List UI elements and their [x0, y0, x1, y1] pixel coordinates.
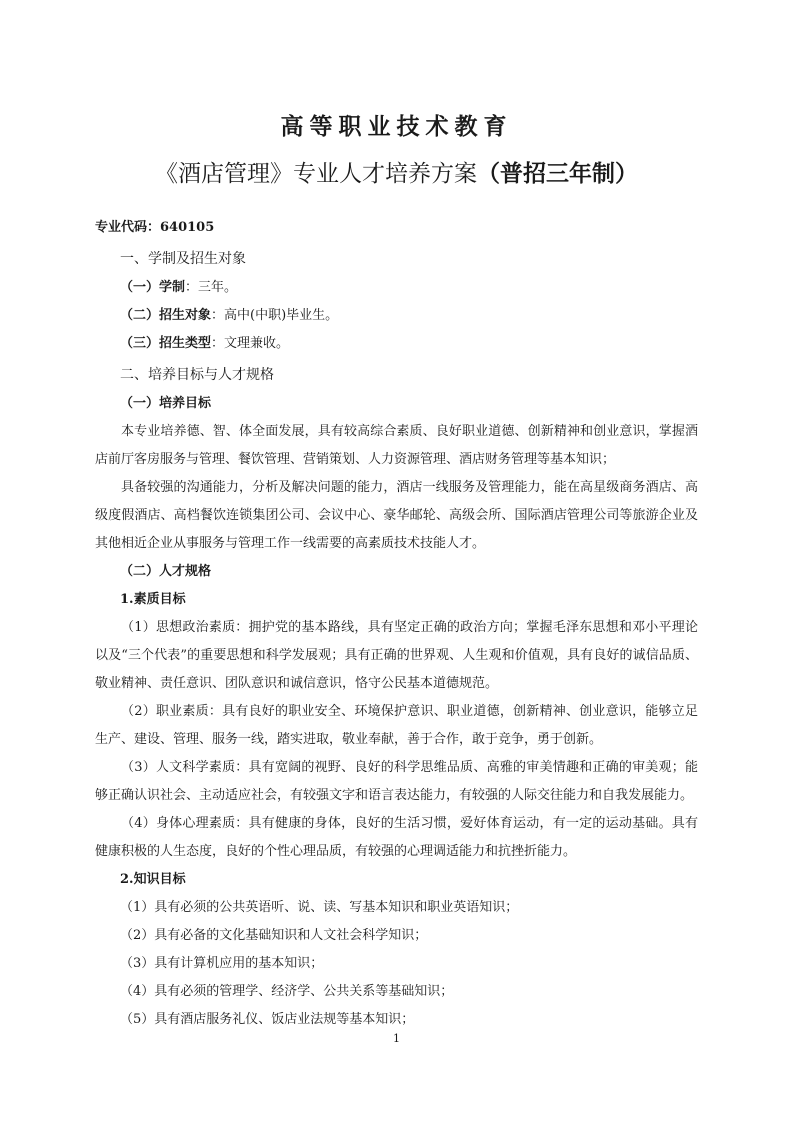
quality-item-4: （4）身体心理素质：具有健康的身体，良好的生活习惯，爱好体育运动，有一定的运动基础。具有健康积极的人生态度，良好的个性心理品质，有较强的心理调适能力和抗挫折能力。 [95, 816, 698, 859]
quality-item-1: （1）思想政治素质：拥护党的基本路线，具有坚定正确的政治方向；掌握毛泽东思想和邓小平理论以及“三个代表”的重要思想和科学发展观；具有正确的世界观、人生观和价值观，具有良好的诚信品质、敬业精神、责任意识、团队意识和诚信意识，恪守公民基本道德规范。 [95, 620, 698, 691]
s1-item-1-label: （一）学制 [120, 280, 186, 295]
document-body [95, 214, 698, 1034]
quality-heading: 1.素质目标 [120, 592, 186, 607]
knowledge-item-1: （1）具有必须的公共英语听、说、读、写基本知识和职业英语知识； [120, 900, 519, 915]
quality-item-3: （3）人文科学素质：具有宽阔的视野、良好的科学思维品质、高雅的审美情趣和正确的审美观；能够正确认识社会、主动适应社会，有较强文字和语言表达能力，有较强的人际交往能力和自我发展能力。 [95, 760, 698, 803]
subsection-training-goal: （一）培养目标 [120, 396, 212, 411]
knowledge-item-3: （3）具有计算机应用的基本知识； [120, 956, 324, 971]
knowledge-item-2: （2）具有必备的文化基础知识和人文社会科学知识； [120, 928, 428, 943]
s1-item-1 [95, 274, 698, 302]
document-subtitle [0, 155, 793, 193]
section-heading-1: 一、学制及招生对象 [120, 251, 246, 267]
knowledge-item-5: （5）具有酒店服务礼仪、饭店业法规等基本知识； [120, 1012, 415, 1027]
s1-item-3-label: （三）招生类型 [120, 336, 212, 351]
subsection-talent-spec: （二）人才规格 [120, 564, 212, 579]
paragraph-training-goal-1: 本专业培养德、智、体全面发展，具有较高综合素质、良好职业道德、创新精神和创业意识，掌握酒店前厅客房服务与管理、餐饮管理、营销策划、人力资源管理、酒店财务管理等基本知识； [95, 424, 698, 467]
knowledge-heading: 2.知识目标 [120, 872, 186, 887]
s1-item-3-value: ：文理兼收。 [211, 336, 290, 351]
s1-item-1-value: ：三年。 [185, 280, 238, 295]
major-code: 专业代码：640105 [95, 220, 215, 235]
knowledge-item-4: （4）具有必须的管理学、经济学、公共关系等基础知识； [120, 984, 454, 999]
s1-item-2-value: ：高中(中职)毕业生。 [211, 308, 339, 323]
paragraph-training-goal-2: 具备较强的沟通能力，分析及解决问题的能力，酒店一线服务及管理能力，能在高星级商务酒店、高级度假酒店、高档餐饮连锁集团公司、会议中心、豪华邮轮、高级会所、国际酒店管理公司等旅游企业及其他相近企业从事服务与管理工作一线需要的高素质技术技能人才。 [95, 480, 698, 551]
page-number: 1 [393, 1032, 400, 1045]
subtitle-bold: （普招三年制） [477, 160, 638, 187]
s1-item-2 [95, 302, 698, 330]
s1-item-2-label: （二）招生对象 [120, 308, 212, 323]
quality-item-2: （2）职业素质：具有良好的职业安全、环境保护意识、职业道德，创新精神、创业意识，能够立足生产、建设、管理、服务一线，踏实进取，敬业奉献，善于合作，敢于竞争，勇于创新。 [95, 704, 698, 747]
section-heading-2: 二、培养目标与人才规格 [120, 367, 274, 383]
s1-item-3 [95, 330, 698, 358]
subtitle-main: 《酒店管理》专业人才培养方案 [155, 161, 477, 187]
document-title: 高等职业技术教育 [280, 113, 513, 140]
